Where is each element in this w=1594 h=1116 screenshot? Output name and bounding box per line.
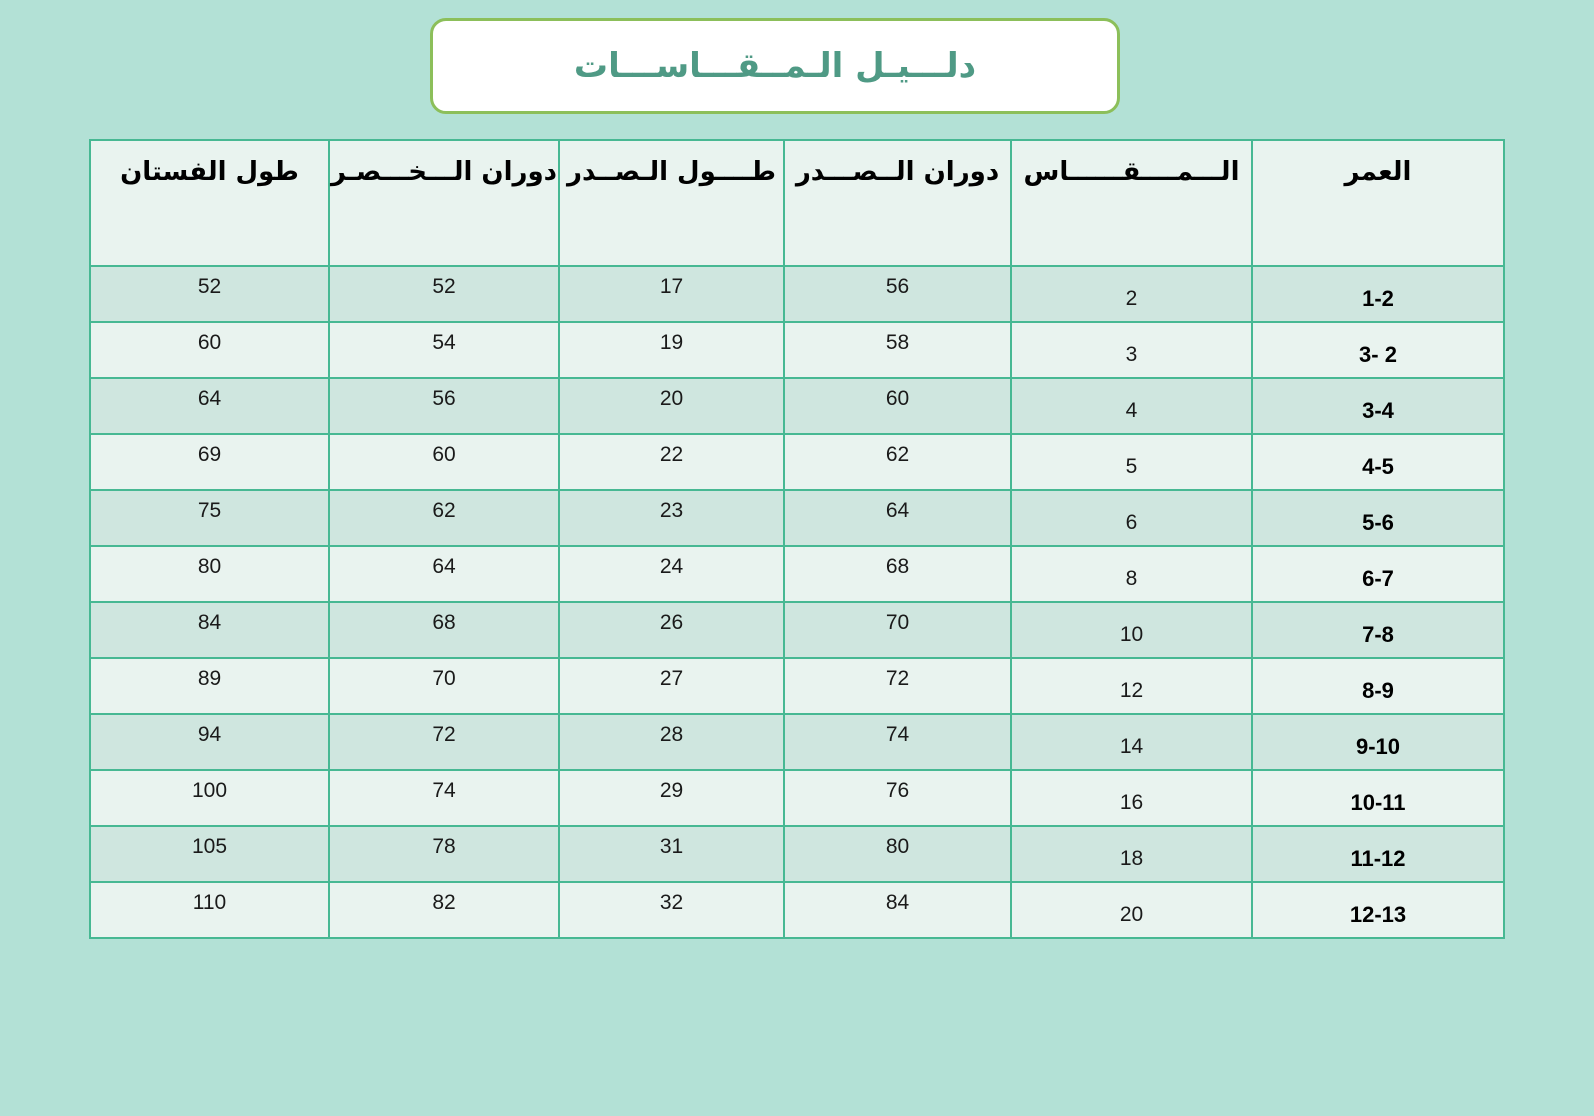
cell-chest-length: 31 bbox=[559, 826, 784, 882]
cell-waist-circumference: 70 bbox=[329, 658, 559, 714]
cell-size: 2 bbox=[1011, 266, 1252, 322]
table-row bbox=[90, 490, 1504, 546]
cell-waist-circumference: 56 bbox=[329, 378, 559, 434]
cell-age: 12-13 bbox=[1252, 882, 1504, 938]
cell-age: 2 -3 bbox=[1252, 322, 1504, 378]
table-row bbox=[90, 770, 1504, 826]
cell-chest-circumference: 70 bbox=[784, 602, 1011, 658]
cell-dress-length: 89 bbox=[90, 658, 329, 714]
cell-size: 20 bbox=[1011, 882, 1252, 938]
cell-size: 10 bbox=[1011, 602, 1252, 658]
cell-age: 5-6 bbox=[1252, 490, 1504, 546]
cell-size: 18 bbox=[1011, 826, 1252, 882]
cell-chest-circumference: 58 bbox=[784, 322, 1011, 378]
cell-chest-circumference: 68 bbox=[784, 546, 1011, 602]
cell-dress-length: 80 bbox=[90, 546, 329, 602]
table-row bbox=[90, 602, 1504, 658]
cell-chest-length: 17 bbox=[559, 266, 784, 322]
cell-waist-circumference: 64 bbox=[329, 546, 559, 602]
cell-age: 3-4 bbox=[1252, 378, 1504, 434]
cell-dress-length: 105 bbox=[90, 826, 329, 882]
header-waist-circumference: دوران الـــخـــصـر bbox=[329, 140, 559, 266]
header-chest-length: طــــول الـصــدر bbox=[559, 140, 784, 266]
cell-chest-length: 29 bbox=[559, 770, 784, 826]
cell-chest-circumference: 62 bbox=[784, 434, 1011, 490]
size-chart-table bbox=[89, 139, 1505, 939]
header-size: الـــمــــقــــــاس bbox=[1011, 140, 1252, 266]
cell-age: 4-5 bbox=[1252, 434, 1504, 490]
cell-dress-length: 84 bbox=[90, 602, 329, 658]
cell-chest-length: 27 bbox=[559, 658, 784, 714]
cell-waist-circumference: 74 bbox=[329, 770, 559, 826]
cell-waist-circumference: 68 bbox=[329, 602, 559, 658]
cell-age: 8-9 bbox=[1252, 658, 1504, 714]
cell-age: 11-12 bbox=[1252, 826, 1504, 882]
cell-age: 10-11 bbox=[1252, 770, 1504, 826]
table-row bbox=[90, 378, 1504, 434]
cell-dress-length: 64 bbox=[90, 378, 329, 434]
cell-dress-length: 69 bbox=[90, 434, 329, 490]
cell-size: 5 bbox=[1011, 434, 1252, 490]
table-row bbox=[90, 266, 1504, 322]
cell-age: 6-7 bbox=[1252, 546, 1504, 602]
cell-waist-circumference: 54 bbox=[329, 322, 559, 378]
table-header-row bbox=[90, 140, 1504, 266]
cell-chest-length: 19 bbox=[559, 322, 784, 378]
title-box bbox=[430, 18, 1120, 114]
cell-size: 16 bbox=[1011, 770, 1252, 826]
cell-waist-circumference: 72 bbox=[329, 714, 559, 770]
cell-dress-length: 110 bbox=[90, 882, 329, 938]
cell-chest-circumference: 56 bbox=[784, 266, 1011, 322]
cell-chest-length: 22 bbox=[559, 434, 784, 490]
header-dress-length: طول الفستان bbox=[90, 140, 329, 266]
cell-size: 3 bbox=[1011, 322, 1252, 378]
cell-dress-length: 75 bbox=[90, 490, 329, 546]
header-age: العمر bbox=[1252, 140, 1504, 266]
cell-size: 14 bbox=[1011, 714, 1252, 770]
cell-age: 9-10 bbox=[1252, 714, 1504, 770]
cell-chest-length: 20 bbox=[559, 378, 784, 434]
cell-dress-length: 52 bbox=[90, 266, 329, 322]
cell-chest-circumference: 84 bbox=[784, 882, 1011, 938]
cell-size: 6 bbox=[1011, 490, 1252, 546]
cell-age: 7-8 bbox=[1252, 602, 1504, 658]
cell-waist-circumference: 52 bbox=[329, 266, 559, 322]
page-title: دلـــيـل الـمــقـــاســـات bbox=[573, 46, 977, 86]
table-row bbox=[90, 826, 1504, 882]
cell-waist-circumference: 82 bbox=[329, 882, 559, 938]
cell-size: 8 bbox=[1011, 546, 1252, 602]
table-row bbox=[90, 714, 1504, 770]
cell-chest-circumference: 76 bbox=[784, 770, 1011, 826]
cell-chest-length: 26 bbox=[559, 602, 784, 658]
cell-dress-length: 60 bbox=[90, 322, 329, 378]
cell-chest-length: 32 bbox=[559, 882, 784, 938]
header-chest-circumference: دوران الــصـــدر bbox=[784, 140, 1011, 266]
table-row bbox=[90, 882, 1504, 938]
cell-size: 12 bbox=[1011, 658, 1252, 714]
cell-dress-length: 100 bbox=[90, 770, 329, 826]
cell-waist-circumference: 60 bbox=[329, 434, 559, 490]
cell-chest-circumference: 64 bbox=[784, 490, 1011, 546]
cell-chest-length: 28 bbox=[559, 714, 784, 770]
cell-age: 1-2 bbox=[1252, 266, 1504, 322]
cell-chest-circumference: 74 bbox=[784, 714, 1011, 770]
cell-dress-length: 94 bbox=[90, 714, 329, 770]
cell-chest-length: 23 bbox=[559, 490, 784, 546]
table-row bbox=[90, 434, 1504, 490]
table-row bbox=[90, 658, 1504, 714]
cell-size: 4 bbox=[1011, 378, 1252, 434]
table-row bbox=[90, 322, 1504, 378]
table-row bbox=[90, 546, 1504, 602]
cell-waist-circumference: 62 bbox=[329, 490, 559, 546]
cell-chest-length: 24 bbox=[559, 546, 784, 602]
cell-waist-circumference: 78 bbox=[329, 826, 559, 882]
cell-chest-circumference: 72 bbox=[784, 658, 1011, 714]
cell-chest-circumference: 60 bbox=[784, 378, 1011, 434]
cell-chest-circumference: 80 bbox=[784, 826, 1011, 882]
